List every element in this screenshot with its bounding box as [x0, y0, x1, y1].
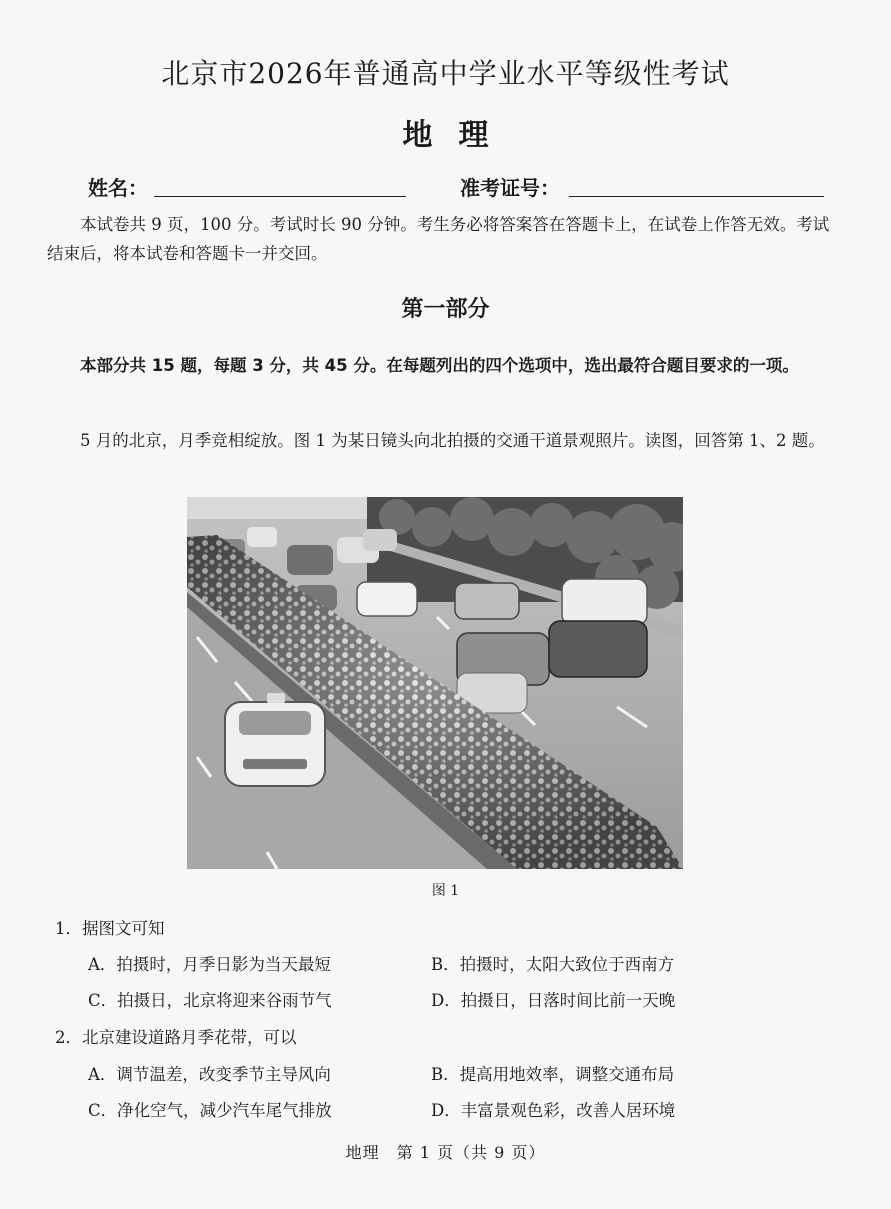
subject-title: 地理: [402, 118, 515, 153]
question-2-option-a[interactable]: A．调节温差，改变季节主导风向: [88, 1065, 331, 1084]
question-1-option-a[interactable]: A．拍摄时，月季日影为当天最短: [88, 955, 331, 974]
figure-caption: 图 1: [431, 883, 460, 899]
exam-instructions: 本试卷共 9 页，100 分。考试时长 90 分钟。考生务必将答案答在答题卡上，在试卷上作答无效。考试结束后，将本试卷和答题卡一并交回。: [47, 215, 830, 263]
exam-id-blank[interactable]: [569, 196, 824, 197]
question-1-stem: 1．据图文可知: [55, 919, 165, 938]
candidate-info-row: [88, 172, 828, 202]
question-2-option-b[interactable]: B．提高用地效率，调整交通布局: [431, 1065, 675, 1084]
exam-title: 北京市2026年普通高中学业水平等级性考试: [161, 57, 730, 90]
question-2-option-c[interactable]: C．净化空气，减少汽车尾气排放: [88, 1101, 332, 1120]
name-blank[interactable]: [154, 196, 406, 197]
page-footer: 地理 第 1 页（共 9 页）: [345, 1143, 546, 1162]
question-group-stem: 5 月的北京，月季竞相绽放。图 1 为某日镜头向北拍摄的交通干道景观照片。读图，回答第 1、2 题。: [80, 431, 825, 450]
exam-id-label: 准考证号：: [460, 176, 560, 200]
question-2-stem: 2．北京建设道路月季花带，可以: [55, 1028, 297, 1047]
question-1-option-d[interactable]: D．拍摄日，日落时间比前一天晚: [431, 991, 676, 1010]
question-1-option-c[interactable]: C．拍摄日，北京将迎来谷雨节气: [88, 991, 332, 1010]
question-2-option-d[interactable]: D．丰富景观色彩，改善人居环境: [431, 1101, 676, 1120]
name-label: 姓名：: [88, 176, 148, 200]
section-instruction: 本部分共 15 题，每题 3 分，共 45 分。在每题列出的四个选项中，选出最符合题目要求的一项。: [80, 356, 799, 375]
road-rose-photo: [187, 497, 683, 869]
section-title: 第一部分: [401, 297, 490, 322]
question-1-option-b[interactable]: B．拍摄时，太阳大致位于西南方: [431, 955, 675, 974]
